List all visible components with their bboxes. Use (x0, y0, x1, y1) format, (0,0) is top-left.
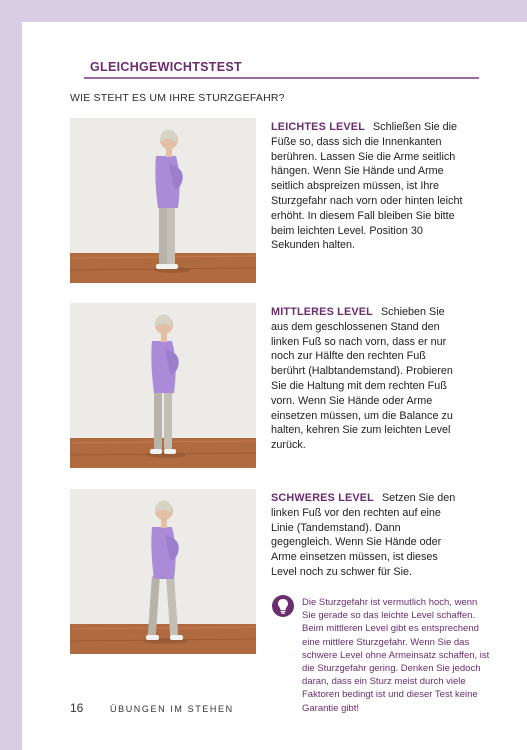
level-easy-text: Schließen Sie die Füße so, dass sich die Innenkanten berühren. Lassen Sie die Arme seitlich hängen. Wenn Sie Hände und Arme seitlich abspreizen müssen, ist Ihre Sturzgefahr nach vorn oder hinten leicht erhöht. In diesem Fall bleiben Sie bitte beim leichten Level. Position 30 Sekunden halten. (271, 121, 463, 252)
level-medium-title: MITTLERES LEVEL (271, 306, 373, 318)
level-medium-text: Schieben Sie aus dem geschlossenen Stand den linken Fuß so nach vorn, dass er nur noch zur Hälfte den rechten Fuß berührt (Halbtandemstand). Probieren Sie die Haltung mit dem rechten Fuß vorn. Wenn Sie Hände oder Arme einsetzen müssen, um die Balance zu halten, kehren Sie zum leichten Level zurück. (271, 306, 453, 452)
level-hard-text: Setzen Sie den linken Fuß vor den rechten auf eine Linie (Tandemstand). Dann gegengleich. Wenn Sie Hände oder Arme einsetzen müssen, ist dieses Level noch zu schwer für Sie. (271, 492, 456, 578)
photo-easy-level (70, 118, 256, 283)
section-question: WIE STEHT ES UM IHRE STURZGEFAHR? (70, 92, 285, 104)
tip-text: Die Sturzgefahr ist vermutlich hoch, wenn Sie gerade so das leichte Level schaffen. Beim mittleren Level gibt es entsprechend eine mittlere Sturzgefahr. Wenn Sie das schwere Level ohne Armeinsatz schaffen, ist die Sturzgefahr gering. Denken Sie jedoch daran, dass ein Sturz meist durch viele Faktoren bedingt ist und dieser Test keine Garantie gibt! (302, 597, 490, 714)
footer-section-title: ÜBUNGEN IM STEHEN (110, 704, 234, 714)
level-medium-description (271, 305, 463, 453)
level-hard-title: SCHWERES LEVEL (271, 492, 374, 504)
level-easy-title: LEICHTES LEVEL (271, 121, 365, 133)
lightbulb-icon (272, 595, 294, 617)
level-easy-description (271, 120, 463, 253)
header-divider (84, 77, 479, 79)
level-hard-description (271, 491, 463, 580)
photo-hard-level (70, 489, 256, 654)
page-number: 16 (70, 701, 84, 715)
photo-medium-level (70, 303, 256, 468)
page-title: GLEICHGEWICHTSTEST (90, 60, 242, 74)
page (22, 22, 527, 750)
